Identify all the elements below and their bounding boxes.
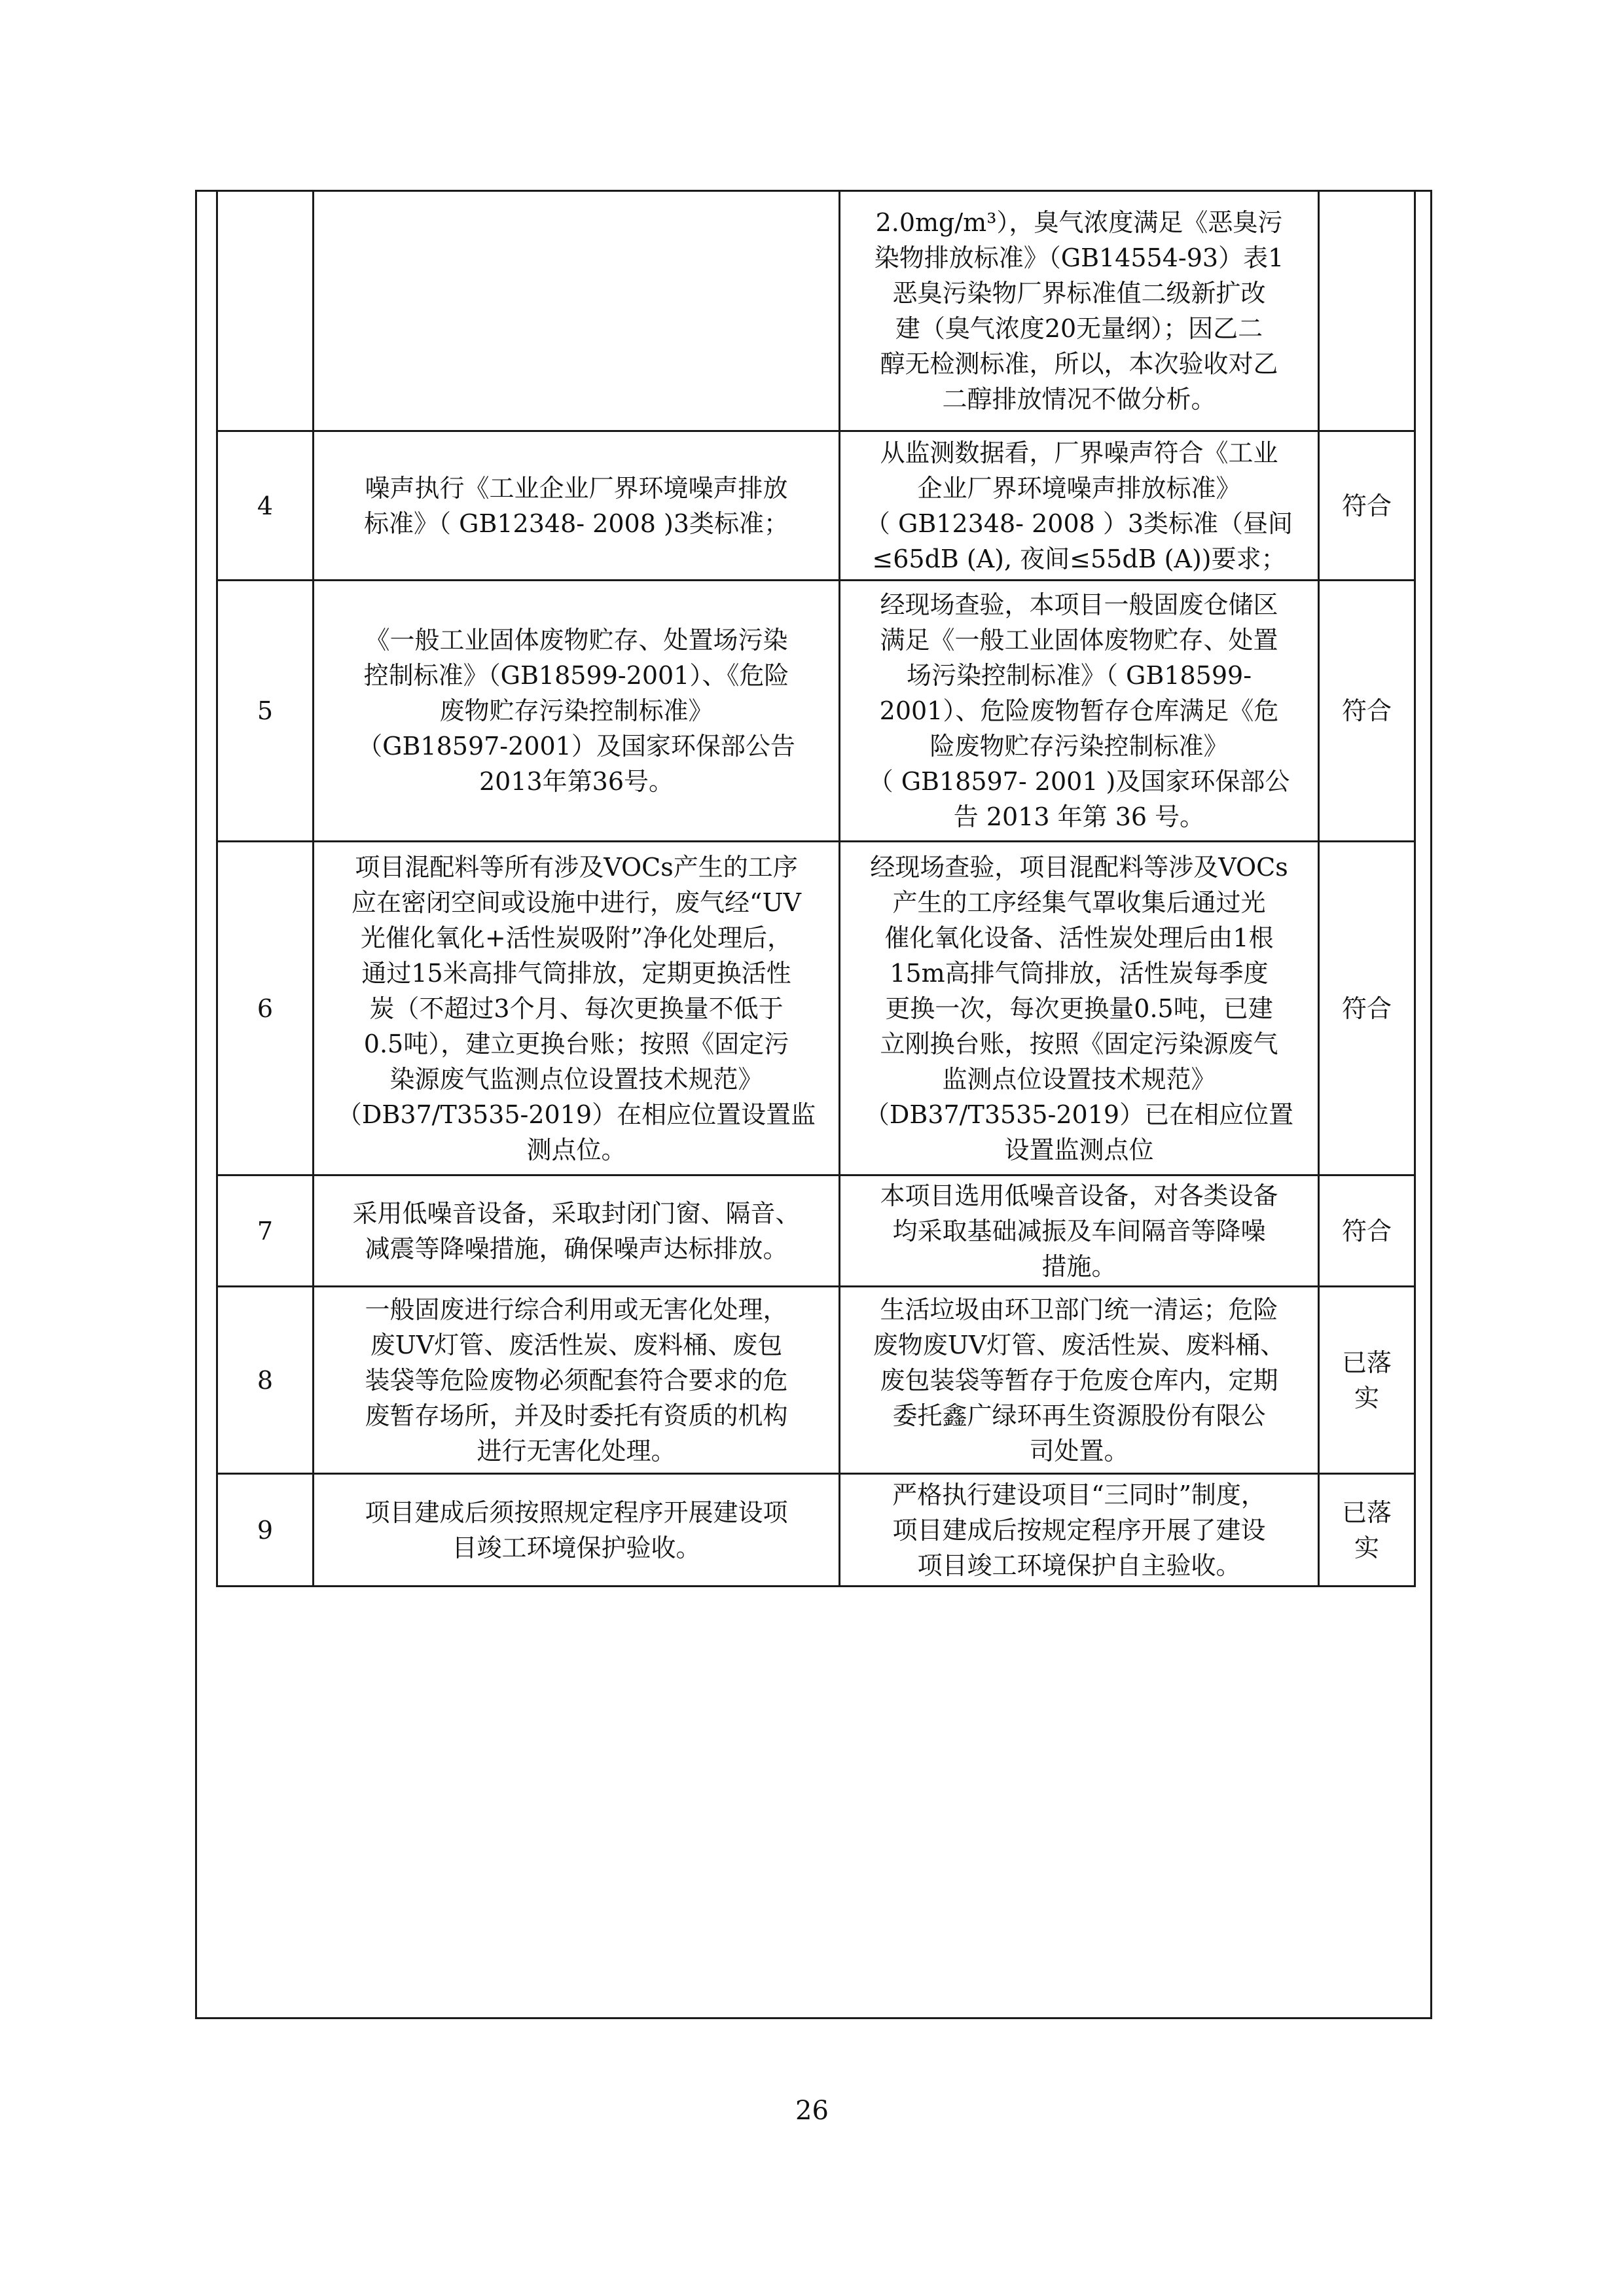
implementation-cell: 生活垃圾由环卫部门统一清运；危险 废物废UV灯管、废活性炭、废料桶、 废包装袋等暂存于危废仓库内，定期 委托鑫广绿环再生资源股份有限公 司处置。 — [840, 1287, 1319, 1474]
row-number-cell: 4 — [217, 431, 314, 581]
row-number-cell: 9 — [217, 1474, 314, 1587]
status-cell: 已落 实 — [1319, 1287, 1415, 1474]
requirement-cell: 《一般工业固体废物贮存、处置场污染 控制标准》（GB18599-2001）、《危险 废物贮存污染控制标准》 （GB18597-2001）及国家环保部公告 2013年第36号。 — [314, 581, 840, 842]
status-cell: 已落 实 — [1319, 1474, 1415, 1587]
status-cell — [1319, 191, 1415, 431]
table-row — [217, 431, 1415, 581]
implementation-cell: 本项目选用低噪音设备，对各类设备 均采取基础减振及车间隔音等降噪 措施。 — [840, 1175, 1319, 1287]
requirement-cell: 项目建成后须按照规定程序开展建设项 目竣工环境保护验收。 — [314, 1474, 840, 1587]
row-number-cell: 8 — [217, 1287, 314, 1474]
row-number-cell: 5 — [217, 581, 314, 842]
implementation-cell: 从监测数据看，厂界噪声符合《工业 企业厂界环境噪声排放标准》 （ GB12348- 2008 ）3类标准（昼间 ≤65dB (A), 夜间≤55dB (A))要求； — [840, 431, 1319, 581]
table-row — [217, 1474, 1415, 1587]
row-number-cell: 7 — [217, 1175, 314, 1287]
row-number-cell: 6 — [217, 842, 314, 1175]
implementation-cell: 2.0mg/m³），臭气浓度满足《恶臭污 染物排放标准》（GB14554-93）表1 恶臭污染物厂界标准值二级新扩改 建（臭气浓度20无量纲）；因乙二 醇无检测标准，所以，本次验收对乙 二醇排放情况不做分析。 — [840, 191, 1319, 431]
table-row — [217, 1287, 1415, 1474]
requirement-cell: 一般固废进行综合利用或无害化处理， 废UV灯管、废活性炭、废料桶、废包 装袋等危险废物必须配套符合要求的危 废暂存场所，并及时委托有资质的机构 进行无害化处理。 — [314, 1287, 840, 1474]
table-row — [217, 191, 1415, 431]
status-cell: 符合 — [1319, 581, 1415, 842]
table-row — [217, 1175, 1415, 1287]
requirement-cell: 项目混配料等所有涉及VOCs产生的工序 应在密闭空间或设施中进行，废气经“UV 光催化氧化+活性炭吸附”净化处理后， 通过15米高排气筒排放，定期更换活性 炭（不超过3个月、每次更换量不低于 0.5吨），建立更换台账；按照《固定污 染源废气监测点位设置技术规范》 （DB37/T3535-2019）在相应位置设置监 测点位。 — [314, 842, 840, 1175]
status-cell: 符合 — [1319, 1175, 1415, 1287]
page-number: 26 — [795, 2096, 829, 2126]
implementation-cell: 严格执行建设项目“三同时”制度， 项目建成后按规定程序开展了建设 项目竣工环境保护自主验收。 — [840, 1474, 1319, 1587]
requirement-cell: 采用低噪音设备，采取封闭门窗、隔音、 减震等降噪措施，确保噪声达标排放。 — [314, 1175, 840, 1287]
table-row — [217, 581, 1415, 842]
requirement-cell — [314, 191, 840, 431]
requirement-cell: 噪声执行《工业企业厂界环境噪声排放 标准》（ GB12348- 2008 )3类标准； — [314, 431, 840, 581]
status-cell: 符合 — [1319, 842, 1415, 1175]
implementation-cell: 经现场查验，本项目一般固废仓储区 满足《一般工业固体废物贮存、处置 场污染控制标准》（ GB18599- 2001）、危险废物暂存仓库满足《危 险废物贮存污染控制标准》 （ GB18597- 2001 )及国家环保部公 告 2013 年第 36 号。 — [840, 581, 1319, 842]
implementation-cell: 经现场查验，项目混配料等涉及VOCs 产生的工序经集气罩收集后通过光 催化氧化设备、活性炭处理后由1根 15m高排气筒排放，活性炭每季度 更换一次，每次更换量0.5吨，已建 立刚换台账，按照《固定污染源废气 监测点位设置技术规范》 （DB37/T3535-2019）已在相应位置 设置监测点位 — [840, 842, 1319, 1175]
table-row — [217, 842, 1415, 1175]
row-number-cell — [217, 191, 314, 431]
requirements-table — [216, 190, 1416, 1587]
status-cell: 符合 — [1319, 431, 1415, 581]
